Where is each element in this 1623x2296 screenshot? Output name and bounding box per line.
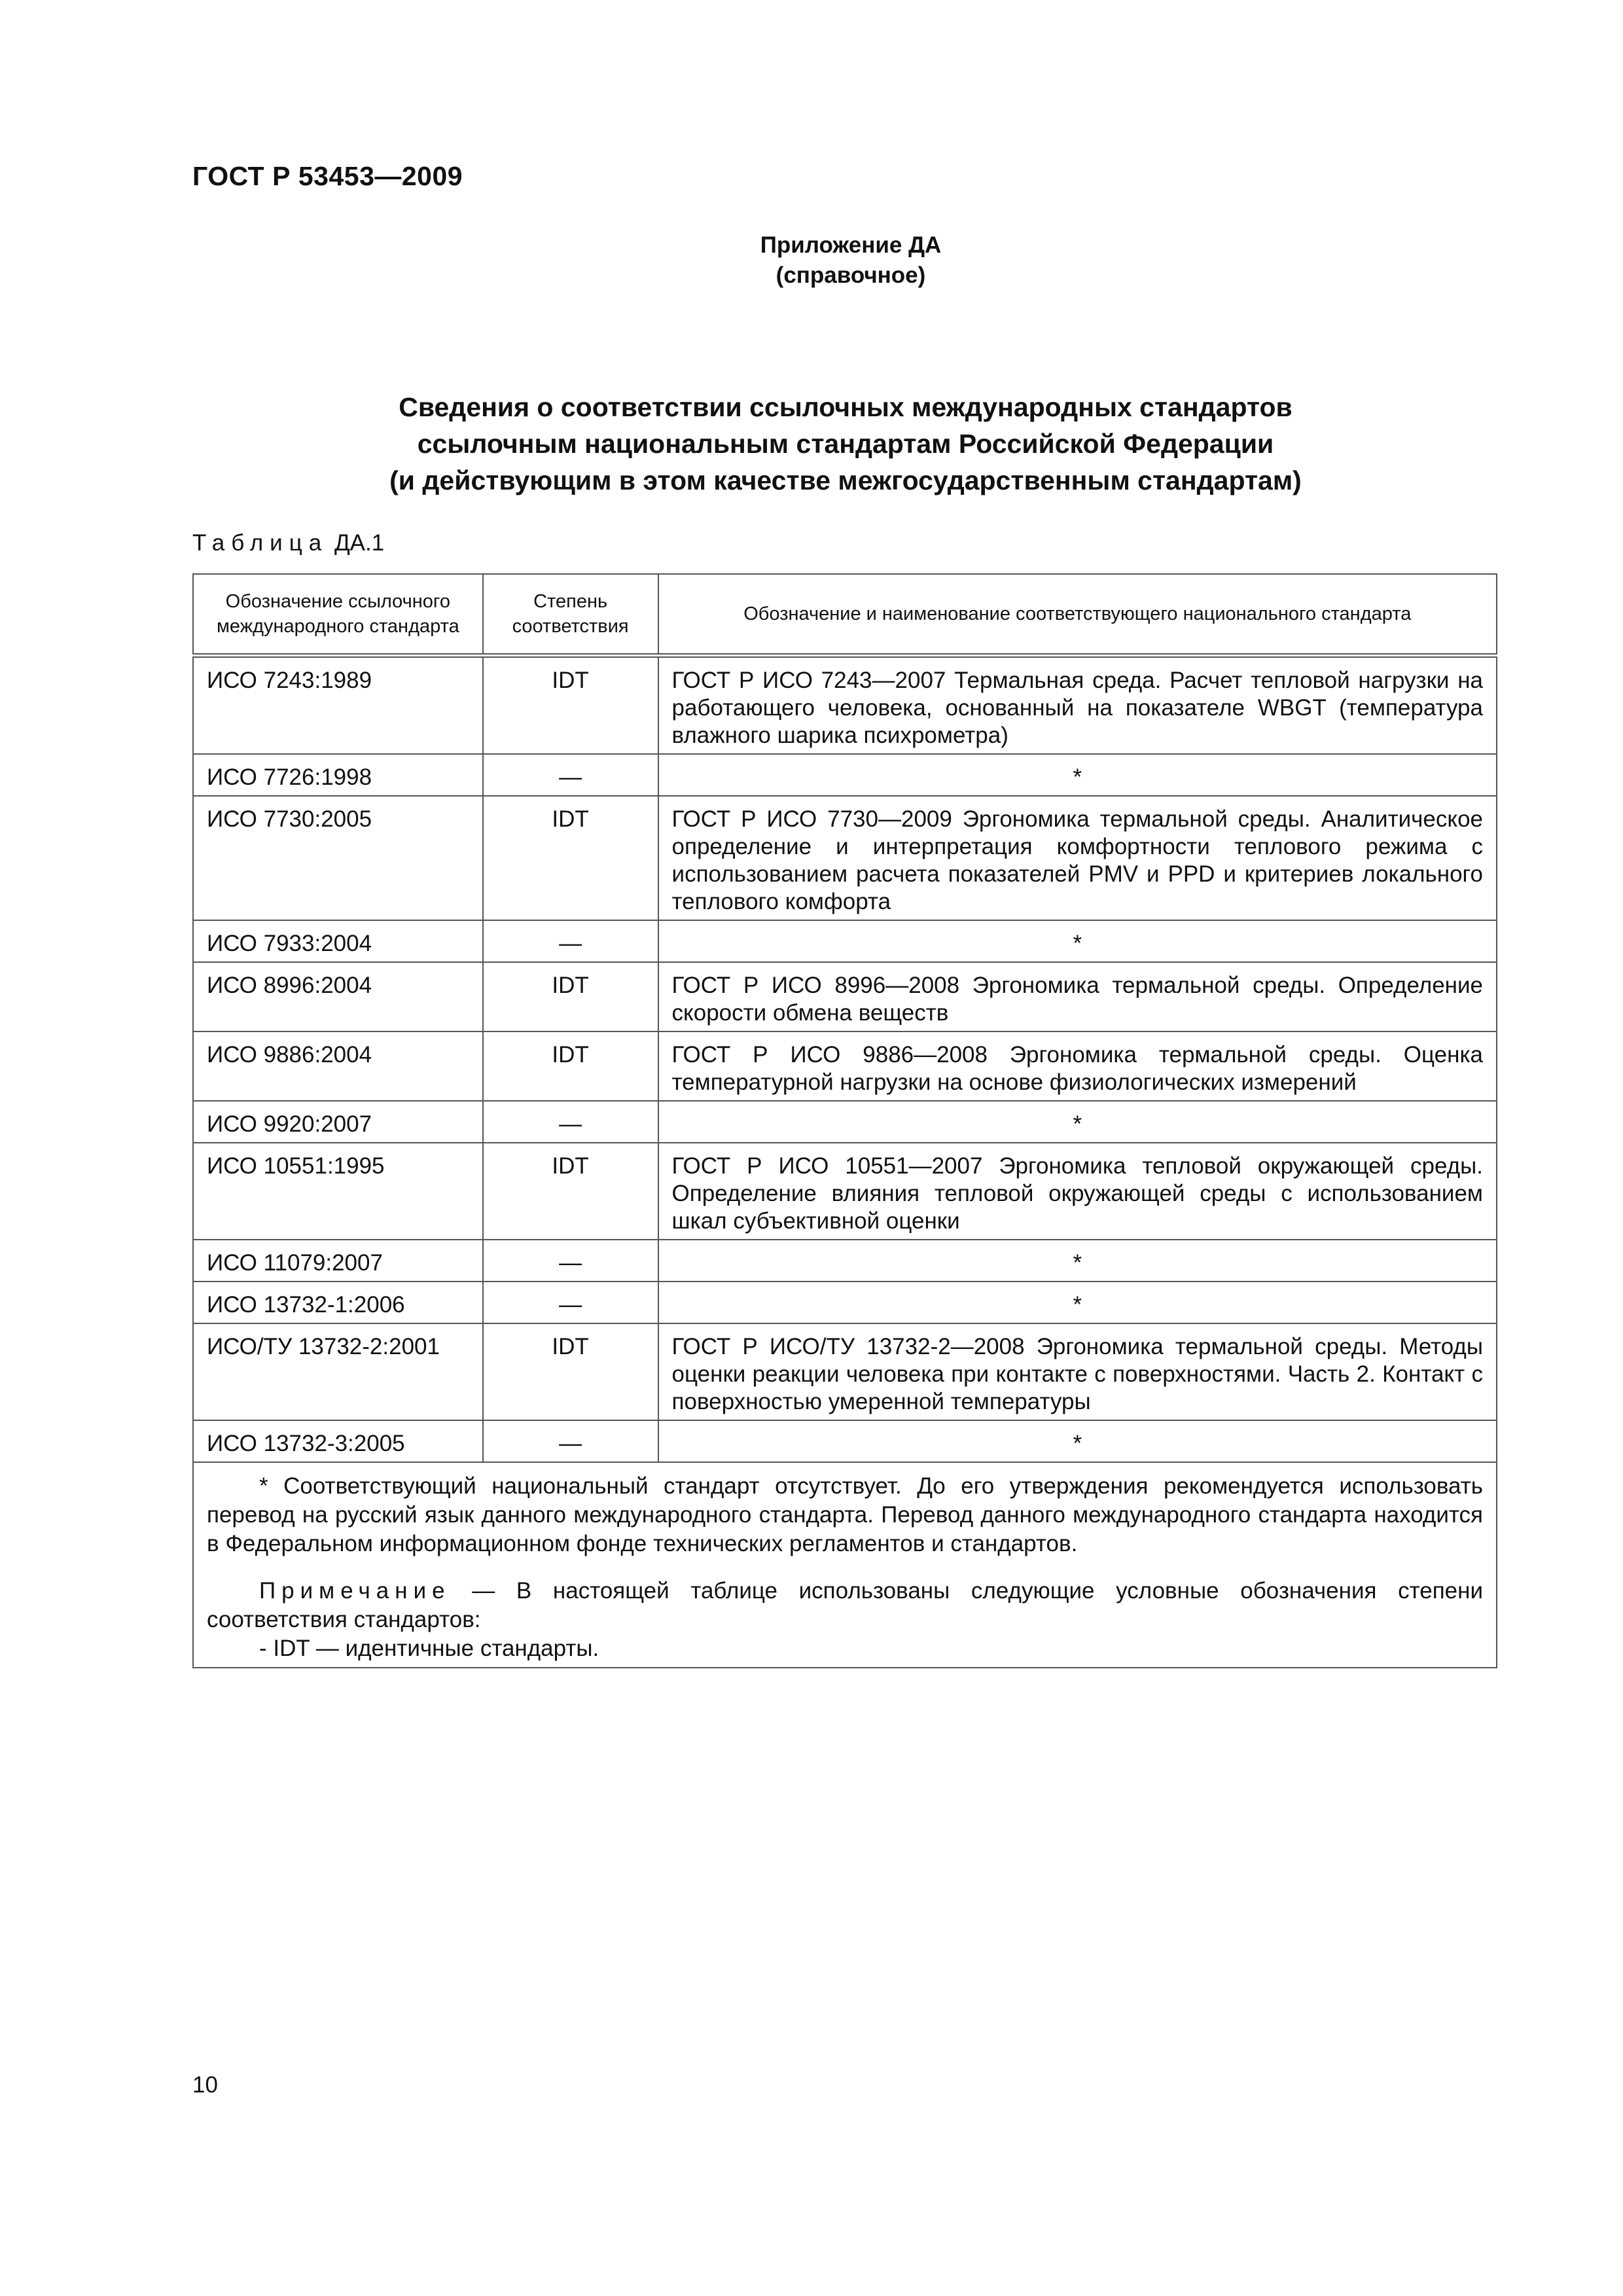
table-caption-number: ДА.1 [334, 530, 385, 556]
appendix-type: (справочное) [776, 262, 926, 288]
table-row [193, 796, 1497, 920]
table-row [193, 1031, 1497, 1101]
cell-code: ИСО 7730:2005 [193, 796, 483, 920]
note [207, 1577, 1483, 1634]
cell-code: ИСО 13732-1:2006 [193, 1282, 483, 1323]
document-code: ГОСТ Р 53453—2009 [192, 161, 463, 191]
table-caption [192, 530, 384, 556]
cell-code: ИСО 9886:2004 [193, 1031, 483, 1101]
title-line-2: ссылочным национальным стандартам Российской Федерации [417, 429, 1274, 459]
cell-degree: IDT [483, 1031, 658, 1101]
table-row [193, 754, 1497, 796]
appendix-title: Приложение ДА [760, 232, 942, 258]
cell-code: ИСО 11079:2007 [193, 1240, 483, 1282]
cell-degree: IDT [483, 1143, 658, 1240]
cell-national: ГОСТ Р ИСО 10551—2007 Эргономика тепловой окружающей среды. Определение влияния тепловой окружающей среды с использованием шкал субъективной оценки [658, 1143, 1497, 1240]
table-footer [193, 1462, 1497, 1668]
note-item: - IDT — идентичные стандарты. [259, 1636, 599, 1661]
table-footer-row [193, 1462, 1497, 1668]
cell-degree: — [483, 754, 658, 796]
table-header-row [193, 574, 1497, 656]
appendix-heading [654, 230, 1047, 291]
cell-national: ГОСТ Р ИСО 8996—2008 Эргономика термальной среды. Определение скорости обмена веществ [658, 962, 1497, 1031]
cell-code: ИСО 7726:1998 [193, 754, 483, 796]
table-row [193, 1143, 1497, 1240]
cell-code: ИСО 9920:2007 [193, 1101, 483, 1143]
cell-national: ГОСТ Р ИСО/ТУ 13732-2—2008 Эргономика термальной среды. Методы оценки реакции человека при контакте с поверхностями. Часть 2. Контакт с поверхностью умеренной температуры [658, 1323, 1497, 1420]
table-row [193, 962, 1497, 1031]
note-text: — В настоящей таблице использованы следующие условные обозначения степени соответствия стандартов: [207, 1578, 1483, 1632]
page-number: 10 [192, 2072, 218, 2098]
cell-degree: IDT [483, 796, 658, 920]
note-label: Примечание [259, 1578, 451, 1604]
cell-code: ИСО/ТУ 13732-2:2001 [193, 1323, 483, 1420]
header-national-standard: Обозначение и наименование соответствующего национального стандарта [658, 574, 1497, 656]
table-row [193, 920, 1497, 962]
cell-degree: — [483, 1282, 658, 1323]
cell-national: ГОСТ Р ИСО 7243—2007 Термальная среда. Расчет тепловой нагрузки на работающего человека, основанный на показателе WBGT (температура влажного шарика психрометра) [658, 656, 1497, 755]
header-degree: Степень соответствия [483, 574, 658, 656]
cell-degree: IDT [483, 962, 658, 1031]
cell-degree: — [483, 1420, 658, 1462]
cell-national: * [658, 1420, 1497, 1462]
cell-national: * [658, 920, 1497, 962]
cell-code: ИСО 7243:1989 [193, 656, 483, 755]
table-caption-prefix: Таблица [192, 530, 329, 556]
title-line-3: (и действующим в этом качестве межгосударственным стандартам) [389, 465, 1302, 495]
cell-national: ГОСТ Р ИСО 9886—2008 Эргономика термальной среды. Оценка температурной нагрузки на основе физиологических измерений [658, 1031, 1497, 1101]
table-row [193, 656, 1497, 755]
cell-code: ИСО 13732-3:2005 [193, 1420, 483, 1462]
header-international-standard: Обозначение ссылочного международного стандарта [193, 574, 483, 656]
cell-code: ИСО 10551:1995 [193, 1143, 483, 1240]
correspondence-table [192, 573, 1497, 1668]
table-row [193, 1240, 1497, 1282]
section-title [192, 389, 1499, 499]
table-row [193, 1282, 1497, 1323]
cell-degree: — [483, 1101, 658, 1143]
cell-degree: — [483, 1240, 658, 1282]
cell-degree: IDT [483, 1323, 658, 1420]
table-row [193, 1101, 1497, 1143]
table-row [193, 1323, 1497, 1420]
cell-national: * [658, 1282, 1497, 1323]
cell-national: ГОСТ Р ИСО 7730—2009 Эргономика термальной среды. Аналитическое определение и интерпретация комфортности теплового режима с использованием расчета показателей PMV и PPD и критериев локального теплового комфорта [658, 796, 1497, 920]
cell-degree: — [483, 920, 658, 962]
footnote: * Соответствующий национальный стандарт отсутствует. До его утверждения рекомендуется использовать перевод на русский язык данного международного стандарта. Перевод данного международного стандарта находится в Федеральном информационном фонде технических регламентов и стандартов. [207, 1473, 1483, 1556]
cell-national: * [658, 754, 1497, 796]
footer-content [207, 1472, 1483, 1663]
cell-code: ИСО 7933:2004 [193, 920, 483, 962]
table-row [193, 1420, 1497, 1462]
cell-national: * [658, 1101, 1497, 1143]
title-line-1: Сведения о соответствии ссылочных международных стандартов [399, 392, 1293, 422]
cell-code: ИСО 8996:2004 [193, 962, 483, 1031]
cell-national: * [658, 1240, 1497, 1282]
cell-degree: IDT [483, 656, 658, 755]
